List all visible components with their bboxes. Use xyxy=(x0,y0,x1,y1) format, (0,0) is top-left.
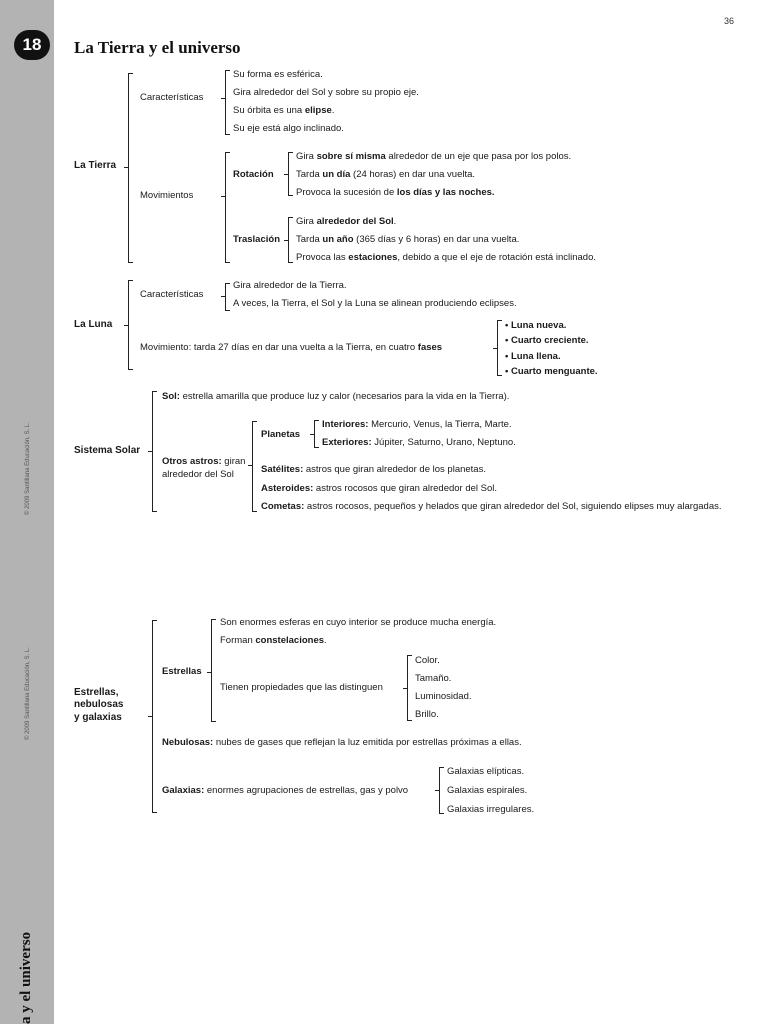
galaxia-item: Galaxias elípticas. xyxy=(447,766,525,777)
luna-car-label: Características xyxy=(140,289,204,300)
rotacion-item: Tarda un día (24 horas) en dar una vuelta. xyxy=(296,169,476,180)
estrellas-item: Tienen propiedades que las distinguen xyxy=(220,682,383,693)
brace-luna-car xyxy=(225,283,226,311)
brace-sistema-solar xyxy=(152,391,153,512)
brace-otros-astros xyxy=(252,421,253,512)
page-title: La Tierra y el universo xyxy=(74,38,241,57)
section-label-estrellas: Estrellas, xyxy=(74,687,119,698)
brace-luna xyxy=(128,280,129,370)
propiedad-item: Luminosidad. xyxy=(415,691,472,702)
rotacion-item: Gira sobre sí misma alrededor de un eje que pasa por los polos. xyxy=(296,151,572,162)
tierra-car-item: Gira alrededor del Sol y sobre su propio eje. xyxy=(233,87,419,98)
estrellas-item: Son enormes esferas en cuyo interior se produce mucha energía. xyxy=(220,617,497,628)
tierra-car-item: Su órbita es una elipse. xyxy=(233,105,335,116)
otros-astros-text: Otros astros: giran xyxy=(162,456,246,467)
fase-item: • Luna nueva. xyxy=(505,320,567,331)
fase-item: • Luna llena. xyxy=(505,351,561,362)
section-label-sistema-solar: Sistema Solar xyxy=(74,445,141,456)
luna-car-item: A veces, la Tierra, el Sol y la Luna se alinean produciendo eclipses. xyxy=(233,298,517,309)
traslacion-item: Tarda un año (365 días y 6 horas) en dar una vuelta. xyxy=(296,234,520,245)
brace-propiedades xyxy=(407,655,408,721)
copyright-note: © 2009 Santillana Educación, S. L. xyxy=(25,422,31,515)
page-number: 36 xyxy=(724,16,735,26)
section-label-estrellas: nebulosas xyxy=(74,699,124,710)
brace-fases xyxy=(497,320,498,376)
galaxias-text: Galaxias: enormes agrupaciones de estrellas, gas y polvo xyxy=(162,785,409,796)
brace-traslacion xyxy=(288,217,289,263)
rotacion-label: Rotación xyxy=(233,169,274,180)
section-label-tierra: La Tierra xyxy=(74,160,117,171)
brace-tierra xyxy=(128,73,129,263)
section-label-luna: La Luna xyxy=(74,319,113,330)
brace-tierra-mov xyxy=(225,152,226,263)
traslacion-item: Gira alrededor del Sol. xyxy=(296,216,397,227)
fase-item: • Cuarto creciente. xyxy=(505,335,589,346)
satelites-text: Satélites: astros que giran alrededor de los planetas. xyxy=(261,464,486,475)
propiedad-item: Brillo. xyxy=(415,709,439,720)
asteroides-text: Asteroides: astros rocosos que giran alrededor del Sol. xyxy=(261,483,498,494)
brace-rotacion xyxy=(288,152,289,196)
tierra-mov-label: Movimientos xyxy=(140,190,194,201)
brace-estrellas xyxy=(211,619,212,722)
traslacion-item: Provoca las estaciones, debido a que el eje de rotación está inclinado. xyxy=(296,252,596,263)
propiedad-item: Tamaño. xyxy=(415,673,452,684)
galaxia-item: Galaxias irregulares. xyxy=(447,804,535,815)
rotacion-item: Provoca la sucesión de los días y las noches. xyxy=(296,187,495,198)
tierra-car-item: Su forma es esférica. xyxy=(233,69,323,80)
planetas-interiores: Interiores: Mercurio, Venus, la Tierra, Marte. xyxy=(322,419,512,430)
side-title: a y el universo xyxy=(18,931,34,1024)
chapter-badge: 18 xyxy=(14,30,50,60)
propiedad-item: Color. xyxy=(415,655,440,666)
brace-tierra-car xyxy=(225,70,226,135)
copyright-note: © 2009 Santillana Educación, S. L. xyxy=(25,647,31,740)
galaxia-item: Galaxias espirales. xyxy=(447,785,528,796)
luna-movimiento: Movimiento: tarda 27 días en dar una vuelta a la Tierra, en cuatro fases xyxy=(140,342,443,353)
traslacion-label: Traslación xyxy=(233,234,280,245)
section-label-estrellas: y galaxias xyxy=(74,712,122,723)
nebulosas-text: Nebulosas: nubes de gases que reflejan la luz emitida por estrellas próximas a ellas. xyxy=(162,737,522,748)
brace-estrellas-nebulosas-galaxias xyxy=(152,620,153,813)
tierra-car-label: Características xyxy=(140,92,204,103)
luna-car-item: Gira alrededor de la Tierra. xyxy=(233,280,347,291)
brace-planetas xyxy=(314,420,315,448)
brace-galaxias xyxy=(439,767,440,814)
planetas-label: Planetas xyxy=(261,429,301,440)
sol-text: Sol: estrella amarilla que produce luz y calor (necesarios para la vida en la Tierra). xyxy=(162,391,510,402)
cometas-text: Cometas: astros rocosos, pequeños y helados que giran alrededor del Sol, siguiendo elipses muy alargadas. xyxy=(261,501,722,512)
planetas-exteriores: Exteriores: Júpiter, Saturno, Urano, Neptuno. xyxy=(322,437,516,448)
estrellas-item: Forman constelaciones. xyxy=(220,635,327,646)
tierra-car-item: Su eje está algo inclinado. xyxy=(233,123,344,134)
estrellas-label: Estrellas xyxy=(162,666,202,677)
fase-item: • Cuarto menguante. xyxy=(505,366,598,377)
otros-astros-text: alrededor del Sol xyxy=(162,469,234,480)
